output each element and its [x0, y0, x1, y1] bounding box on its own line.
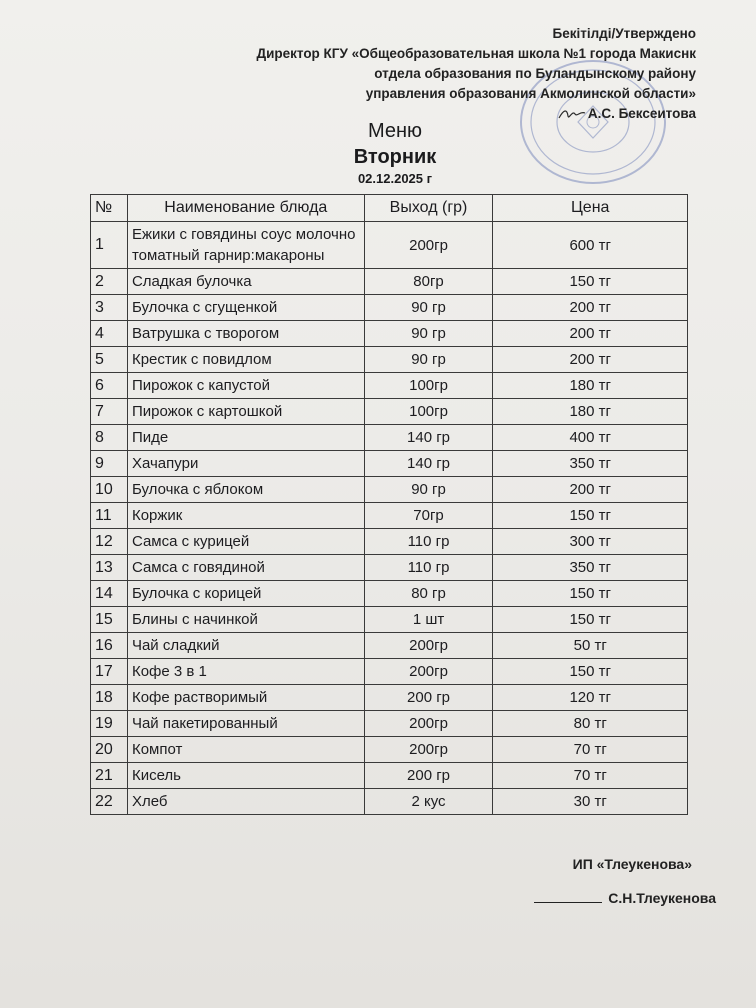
table-row — [91, 659, 688, 685]
row-output: 100гр — [364, 399, 493, 425]
table-row — [91, 399, 688, 425]
row-number: 14 — [91, 581, 128, 607]
row-output: 1 шт — [364, 607, 493, 633]
row-output: 200гр — [364, 737, 493, 763]
table-row — [91, 425, 688, 451]
row-number: 10 — [91, 477, 128, 503]
approval-line-2: отдела образования по Буландынскому району — [374, 66, 696, 81]
row-output: 90 гр — [364, 477, 493, 503]
table-row — [91, 529, 688, 555]
row-dish-name: Булочка с яблоком — [127, 477, 364, 503]
row-dish-name: Крестик с повидлом — [127, 347, 364, 373]
row-output: 200 гр — [364, 763, 493, 789]
row-output: 80гр — [364, 269, 493, 295]
row-price: 70 тг — [493, 763, 688, 789]
row-price: 400 тг — [493, 425, 688, 451]
row-price: 200 тг — [493, 477, 688, 503]
approval-line-1: Директор КГУ «Общеобразовательная школа №1 города Макиснк — [256, 46, 696, 61]
row-output: 140 гр — [364, 425, 493, 451]
table-row — [91, 633, 688, 659]
row-dish-name: Хлеб — [127, 789, 364, 815]
row-dish-name: Булочка с сгущенкой — [127, 295, 364, 321]
row-price: 50 тг — [493, 633, 688, 659]
row-number: 9 — [91, 451, 128, 477]
row-output: 90 гр — [364, 347, 493, 373]
row-output: 140 гр — [364, 451, 493, 477]
signature-scribble-icon — [558, 107, 586, 121]
row-number: 16 — [91, 633, 128, 659]
approval-signer: А.С. Бексеитова — [587, 106, 696, 121]
table-row — [91, 763, 688, 789]
row-number: 17 — [91, 659, 128, 685]
row-number: 13 — [91, 555, 128, 581]
row-price: 180 тг — [493, 373, 688, 399]
row-price: 150 тг — [493, 269, 688, 295]
table-row — [91, 711, 688, 737]
row-number: 19 — [91, 711, 128, 737]
row-price: 180 тг — [493, 399, 688, 425]
row-dish-name: Хачапури — [127, 451, 364, 477]
table-row — [91, 581, 688, 607]
row-number: 8 — [91, 425, 128, 451]
table-row — [91, 685, 688, 711]
table-row — [91, 347, 688, 373]
table-row — [91, 607, 688, 633]
table-row — [91, 555, 688, 581]
row-dish-name: Сладкая булочка — [127, 269, 364, 295]
row-dish-name: Булочка с корицей — [127, 581, 364, 607]
row-output: 200гр — [364, 711, 493, 737]
row-dish-name: Пирожок с картошкой — [127, 399, 364, 425]
table-row — [91, 737, 688, 763]
table-row — [91, 789, 688, 815]
row-number: 22 — [91, 789, 128, 815]
row-output: 200гр — [364, 659, 493, 685]
row-number: 2 — [91, 269, 128, 295]
row-number: 6 — [91, 373, 128, 399]
row-number: 12 — [91, 529, 128, 555]
row-price: 120 тг — [493, 685, 688, 711]
row-output: 100гр — [364, 373, 493, 399]
row-price: 350 тг — [493, 555, 688, 581]
row-dish-name: Кофе растворимый — [127, 685, 364, 711]
menu-table — [90, 194, 688, 815]
row-dish-name: Самса с говядиной — [127, 555, 364, 581]
row-dish-name: Коржик — [127, 503, 364, 529]
row-number: 18 — [91, 685, 128, 711]
table-row — [91, 222, 688, 269]
table-row — [91, 373, 688, 399]
row-output: 200гр — [364, 633, 493, 659]
row-dish-name: Чай пакетированный — [127, 711, 364, 737]
row-dish-name: Кисель — [127, 763, 364, 789]
row-price: 150 тг — [493, 581, 688, 607]
row-number: 5 — [91, 347, 128, 373]
menu-heading-block — [330, 118, 460, 188]
approval-block — [256, 24, 696, 124]
row-price: 30 тг — [493, 789, 688, 815]
table-row — [91, 503, 688, 529]
footer-signature-row — [534, 888, 716, 908]
row-price: 150 тг — [493, 659, 688, 685]
row-output: 200гр — [364, 222, 493, 269]
row-number: 1 — [91, 222, 128, 269]
row-price: 150 тг — [493, 503, 688, 529]
header-dish-name: Наименование блюда — [127, 195, 364, 222]
row-price: 200 тг — [493, 295, 688, 321]
row-number: 3 — [91, 295, 128, 321]
signature-line — [534, 902, 602, 903]
table-row — [91, 295, 688, 321]
table-row — [91, 269, 688, 295]
row-number: 20 — [91, 737, 128, 763]
row-dish-name: Блины с начинкой — [127, 607, 364, 633]
row-number: 15 — [91, 607, 128, 633]
row-dish-name: Компот — [127, 737, 364, 763]
row-output: 200 гр — [364, 685, 493, 711]
footer-signer: С.Н.Тлеукенова — [608, 890, 716, 906]
table-header-row — [91, 195, 688, 222]
row-output: 80 гр — [364, 581, 493, 607]
row-price: 600 тг — [493, 222, 688, 269]
menu-weekday: Вторник — [353, 146, 437, 168]
row-price: 300 тг — [493, 529, 688, 555]
row-dish-name: Кофе 3 в 1 — [127, 659, 364, 685]
header-output: Выход (гр) — [364, 195, 493, 222]
row-output: 110 гр — [364, 555, 493, 581]
row-dish-name: Ватрушка с творогом — [127, 321, 364, 347]
row-dish-name: Пиде — [127, 425, 364, 451]
table-row — [91, 321, 688, 347]
menu-date: 02.12.2025 г — [357, 171, 433, 186]
footer-org: ИП «Тлеукенова» — [572, 856, 692, 872]
approval-heading: Бекітілді/Утверждено — [552, 26, 696, 41]
approval-signature-row — [256, 104, 696, 124]
row-number: 4 — [91, 321, 128, 347]
table-row — [91, 451, 688, 477]
row-dish-name: Пирожок с капустой — [127, 373, 364, 399]
menu-title: Меню — [367, 120, 423, 142]
row-output: 110 гр — [364, 529, 493, 555]
row-price: 200 тг — [493, 347, 688, 373]
row-dish-name: Чай сладкий — [127, 633, 364, 659]
row-output: 70гр — [364, 503, 493, 529]
row-price: 200 тг — [493, 321, 688, 347]
approval-line-3: управления образования Акмолинской области» — [365, 86, 696, 101]
row-dish-name: Самса с курицей — [127, 529, 364, 555]
row-price: 80 тг — [493, 711, 688, 737]
row-output: 2 кус — [364, 789, 493, 815]
row-number: 21 — [91, 763, 128, 789]
table-row — [91, 477, 688, 503]
row-output: 90 гр — [364, 321, 493, 347]
row-price: 70 тг — [493, 737, 688, 763]
row-number: 7 — [91, 399, 128, 425]
row-price: 350 тг — [493, 451, 688, 477]
footer-signature-block — [534, 852, 716, 908]
row-price: 150 тг — [493, 607, 688, 633]
header-number: № — [91, 195, 128, 222]
row-dish-name: Ежики с говядины соус молочно томатный гарнир:макароны — [127, 222, 364, 269]
row-number: 11 — [91, 503, 128, 529]
row-output: 90 гр — [364, 295, 493, 321]
header-price: Цена — [493, 195, 688, 222]
